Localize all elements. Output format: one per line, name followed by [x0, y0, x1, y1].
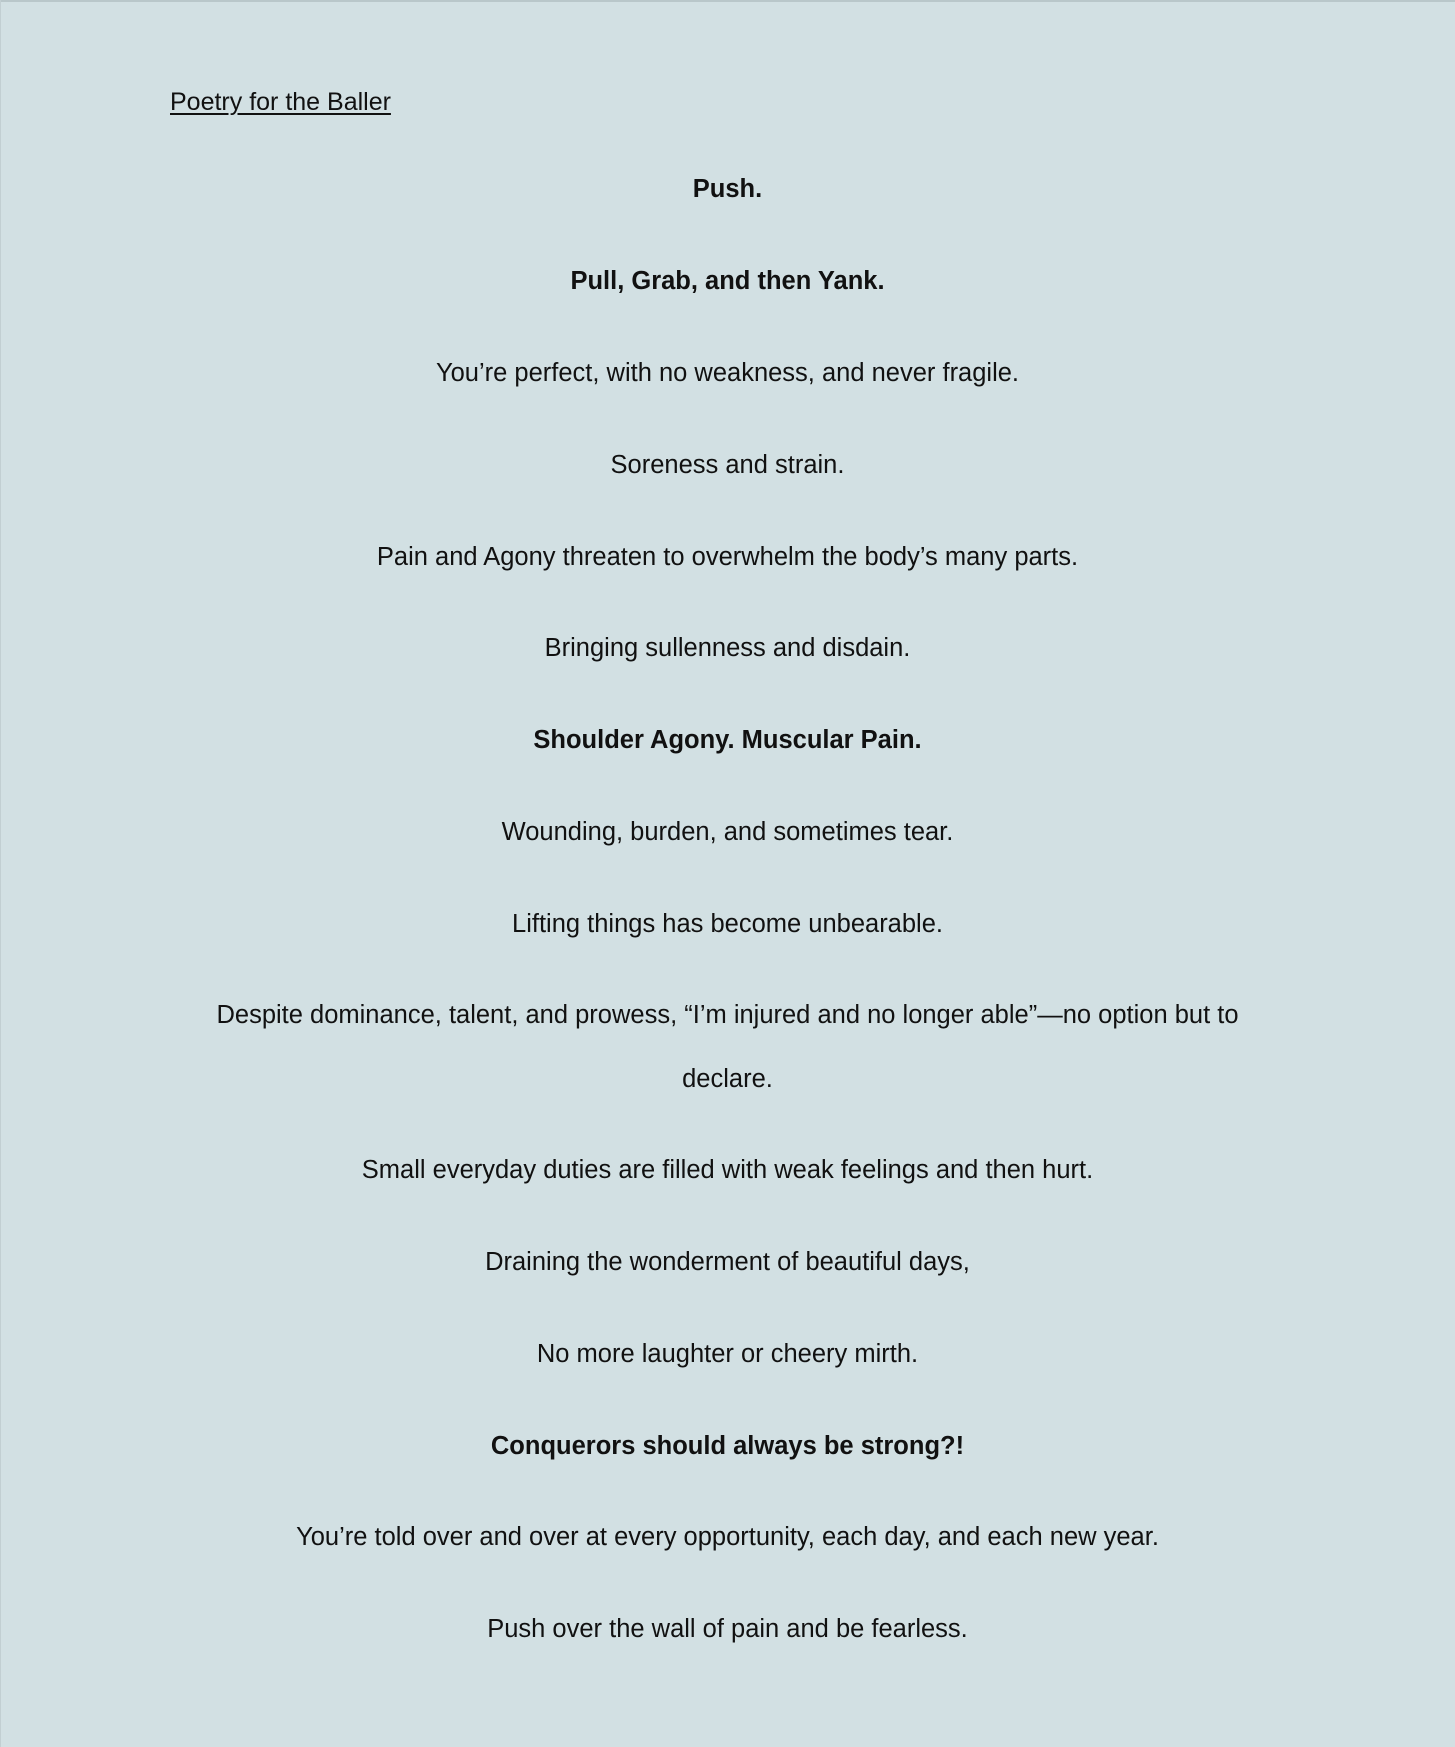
- poem-line: Small everyday duties are filled with weak feelings and then hurt.: [361, 1156, 1094, 1184]
- poem-line: Soreness and strain.: [610, 451, 845, 479]
- document-title: Poetry for the Baller: [170, 88, 391, 116]
- poem-line: Shoulder Agony. Muscular Pain.: [533, 726, 922, 754]
- poem-line: Bringing sullenness and disdain.: [544, 634, 911, 662]
- poem-line: Lifting things has become unbearable.: [512, 910, 943, 938]
- poem-line: Pain and Agony threaten to overwhelm the body’s many parts.: [376, 543, 1079, 571]
- poem-line: Push over the wall of pain and be fearless.: [487, 1615, 968, 1643]
- poem-line: You’re perfect, with no weakness, and never fragile.: [435, 359, 1020, 387]
- poem-line: Despite dominance, talent, and prowess, “I’m injured and no longer able”—no option but to: [216, 1001, 1239, 1029]
- poem-line: declare.: [682, 1065, 773, 1093]
- poem-line: No more laughter or cheery mirth.: [536, 1340, 919, 1368]
- poem-line: Draining the wonderment of beautiful days,: [485, 1248, 970, 1276]
- poem-line: Conquerors should always be strong?!: [490, 1432, 965, 1460]
- page-left-edge: [0, 0, 1, 1747]
- poem-line: Pull, Grab, and then Yank.: [570, 267, 885, 295]
- poem-line: Push.: [692, 175, 763, 203]
- page-top-edge: [0, 0, 1455, 2]
- poem-line: You’re told over and over at every opportunity, each day, and each new year.: [296, 1523, 1159, 1551]
- poem-line: Wounding, burden, and sometimes tear.: [501, 818, 954, 846]
